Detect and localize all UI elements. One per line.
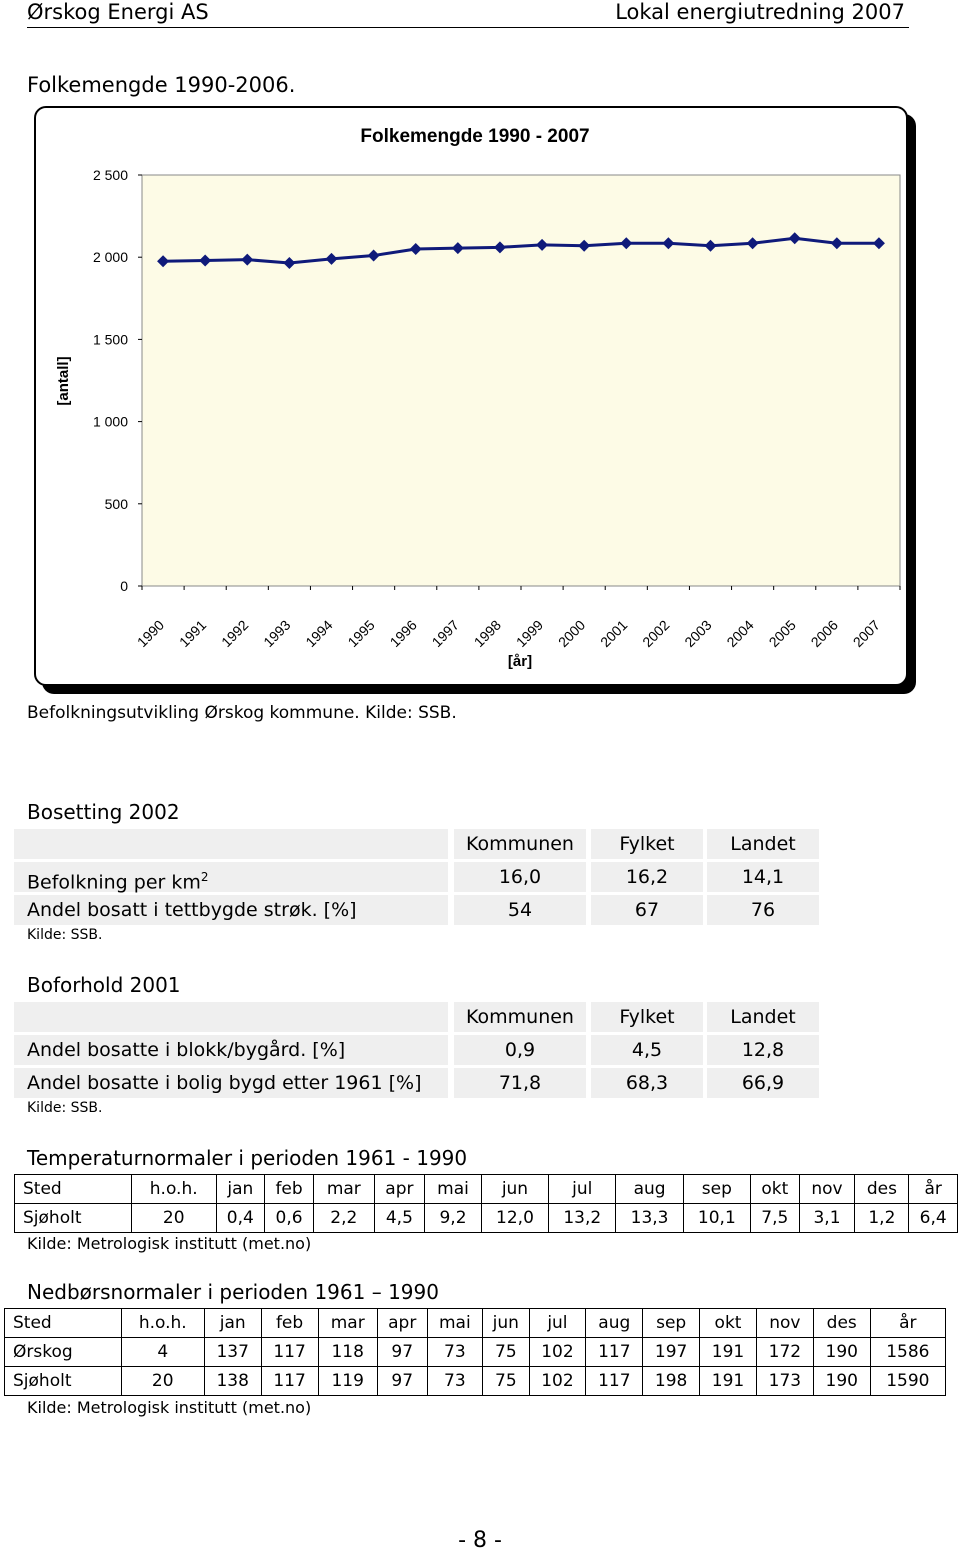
boforhold-value-cell: 66,9 [707,1068,819,1098]
temperatur-cell: aug [616,1175,683,1204]
bosetting-source: Kilde: SSB. [27,927,103,943]
nedbor-cell: jan [204,1309,261,1338]
bosetting-title: Bosetting 2002 [27,800,180,824]
nedbor-cell: 119 [318,1367,377,1396]
y-axis-title: [antall] [55,356,72,406]
chart-caption: Befolkningsutvikling Ørskog kommune. Kilde: SSB. [27,703,457,723]
boforhold-row-label-text: Andel bosatte i bolig bygd etter 1961 [%] [27,1072,422,1094]
nedbor-cell: 138 [204,1367,261,1396]
nedbor-cell: nov [756,1309,813,1338]
nedbor-cell: 73 [427,1367,483,1396]
nedbor-cell: år [870,1309,945,1338]
y-tick-label: 0 [120,578,128,594]
nedbor-cell: 191 [700,1338,757,1367]
temperatur-cell: okt [751,1175,800,1204]
nedbor-cell: feb [261,1309,318,1338]
temperatur-cell: 9,2 [425,1204,482,1233]
bosetting-value-cell: 16,0 [454,862,586,892]
temperatur-cell: 6,4 [909,1204,958,1233]
nedbor-cell: 118 [318,1338,377,1367]
bosetting-row-label-text: Andel bosatt i tettbygde strøk. [%] [27,899,357,921]
boforhold-source: Kilde: SSB. [27,1100,103,1116]
nedbor-cell: 4 [121,1338,204,1367]
temperatur-cell: 2,2 [314,1204,375,1233]
temperatur-cell: apr [374,1175,425,1204]
y-tick-label: 2 500 [92,167,128,183]
nedbor-table-row [5,1367,946,1396]
boforhold-title: Boforhold 2001 [27,973,181,997]
x-tick-label: 2005 [765,616,799,651]
temperatur-title: Temperaturnormaler i perioden 1961 - 1990 [27,1146,468,1170]
temperatur-cell: 0,4 [216,1204,265,1233]
bosetting-value-cell: 16,2 [591,862,703,892]
x-tick-label: 2002 [639,616,673,651]
nedbor-cell: Sted [5,1309,122,1338]
nedbor-cell: Sjøholt [5,1367,122,1396]
chart-title: Folkemengde 1990 - 2007 [360,126,590,147]
boforhold-header-blank [14,1002,448,1032]
temperatur-cell: 0,6 [265,1204,314,1233]
temperatur-table [14,1174,958,1233]
nedbor-cell: 75 [483,1338,529,1367]
nedbor-source: Kilde: Metrologisk institutt (met.no) [27,1398,312,1417]
nedbor-cell: 191 [700,1367,757,1396]
bosetting-col-header: Fylket [591,829,703,859]
bosetting-row-label [14,862,448,892]
x-tick-label: 2004 [723,616,757,651]
temperatur-cell: sep [683,1175,750,1204]
page-number: - 8 - [458,1528,502,1553]
nedbor-cell: 20 [121,1367,204,1396]
temperatur-cell: mai [425,1175,482,1204]
nedbor-cell: h.o.h. [121,1309,204,1338]
nedbor-cell: mai [427,1309,483,1338]
nedbor-cell: 1590 [870,1367,945,1396]
nedbor-cell: 75 [483,1367,529,1396]
nedbor-cell: mar [318,1309,377,1338]
temperatur-cell: Sjøholt [15,1204,132,1233]
header-right: Lokal energiutredning 2007 [615,0,905,24]
nedbor-cell: 117 [261,1338,318,1367]
bosetting-header-blank [14,829,448,859]
temperatur-cell: des [855,1175,909,1204]
y-tick-label: 2 000 [92,249,128,266]
header-left: Ørskog Energi AS [27,0,209,24]
nedbor-cell: 1586 [870,1338,945,1367]
boforhold-col-header: Landet [707,1002,819,1032]
nedbor-cell: 102 [529,1367,586,1396]
nedbor-cell: des [813,1309,870,1338]
y-tick-label: 1 000 [92,413,128,430]
section-title: Folkemengde 1990-2006. [27,73,296,97]
nedbor-cell: 190 [813,1338,870,1367]
x-tick-label: 1995 [344,616,378,651]
x-tick-label: 1990 [133,616,168,651]
x-tick-label: 1999 [512,616,547,651]
boforhold-row-label [14,1035,448,1065]
temperatur-cell: jun [481,1175,548,1204]
temperatur-header-row [15,1175,958,1204]
nedbor-cell: Ørskog [5,1338,122,1367]
nedbor-cell: jul [529,1309,586,1338]
boforhold-value-cell: 71,8 [454,1068,586,1098]
temperatur-cell: 20 [131,1204,216,1233]
bosetting-col-header: Landet [707,829,819,859]
nedbor-cell: 117 [261,1367,318,1396]
nedbor-cell: sep [643,1309,700,1338]
temperatur-cell: 3,1 [799,1204,855,1233]
temperatur-cell: 10,1 [683,1204,750,1233]
temperatur-cell: jul [549,1175,616,1204]
nedbor-cell: 172 [756,1338,813,1367]
x-tick-label: 2000 [554,616,589,651]
x-tick-label: 1991 [175,616,210,651]
temperatur-cell: nov [799,1175,855,1204]
x-tick-label: 1997 [428,616,462,651]
temperatur-source: Kilde: Metrologisk institutt (met.no) [27,1234,312,1253]
temperatur-cell: 4,5 [374,1204,425,1233]
boforhold-value-cell: 0,9 [454,1035,586,1065]
bosetting-value-cell: 14,1 [707,862,819,892]
x-tick-label: 2007 [849,616,884,651]
x-tick-label: 1994 [302,616,336,651]
temperatur-cell: år [909,1175,958,1204]
temperatur-cell: h.o.h. [131,1175,216,1204]
nedbor-cell: apr [377,1309,427,1338]
nedbor-cell: 102 [529,1338,586,1367]
x-tick-label: 1993 [260,616,294,651]
temperatur-cell: 1,2 [855,1204,909,1233]
temperatur-table-row [15,1204,958,1233]
nedbor-cell: 73 [427,1338,483,1367]
x-tick-label: 1992 [218,616,252,651]
temperatur-cell: 13,3 [616,1204,683,1233]
line-chart [34,106,908,686]
header-rule [27,27,909,28]
nedbor-cell: aug [586,1309,643,1338]
temperatur-cell: mar [314,1175,375,1204]
boforhold-col-header: Fylket [591,1002,703,1032]
x-tick-label: 2006 [807,616,841,651]
bosetting-row-label [14,895,448,925]
x-tick-label: 2001 [597,616,631,651]
temperatur-cell: feb [265,1175,314,1204]
boforhold-col-header: Kommunen [454,1002,586,1032]
temperatur-cell: jan [216,1175,265,1204]
nedbor-table [4,1308,946,1396]
nedbor-cell: 173 [756,1367,813,1396]
x-tick-label: 1998 [470,616,505,651]
nedbor-cell: 117 [586,1367,643,1396]
boforhold-row-label-text: Andel bosatte i blokk/bygård. [%] [27,1039,346,1061]
nedbor-cell: 190 [813,1367,870,1396]
bosetting-col-header: Kommunen [454,829,586,859]
bosetting-value-cell: 54 [454,895,586,925]
temperatur-cell: Sted [15,1175,132,1204]
y-tick-label: 1 500 [92,331,128,348]
plot-area [142,175,900,586]
nedbor-cell: 117 [586,1338,643,1367]
temperatur-cell: 13,2 [549,1204,616,1233]
nedbor-header-row [5,1309,946,1338]
nedbor-cell: jun [483,1309,529,1338]
nedbor-cell: 137 [204,1338,261,1367]
bosetting-row-label-sup: 2 [200,870,209,884]
boforhold-value-cell: 4,5 [591,1035,703,1065]
y-tick-label: 500 [104,495,128,512]
nedbor-table-row [5,1338,946,1367]
nedbor-title: Nedbørsnormaler i perioden 1961 – 1990 [27,1280,439,1304]
temperatur-cell: 7,5 [751,1204,800,1233]
bosetting-value-cell: 76 [707,895,819,925]
nedbor-cell: 97 [377,1338,427,1367]
x-tick-label: 1996 [386,616,420,651]
temperatur-cell: 12,0 [481,1204,548,1233]
x-axis-title: [år] [507,653,533,670]
boforhold-value-cell: 12,8 [707,1035,819,1065]
nedbor-cell: 197 [643,1338,700,1367]
boforhold-row-label [14,1068,448,1098]
nedbor-cell: okt [700,1309,757,1338]
boforhold-value-cell: 68,3 [591,1068,703,1098]
bosetting-row-label-text: Befolkning per km [27,871,201,894]
nedbor-cell: 198 [643,1367,700,1396]
nedbor-cell: 97 [377,1367,427,1396]
x-tick-label: 2003 [681,616,715,651]
bosetting-value-cell: 67 [591,895,703,925]
